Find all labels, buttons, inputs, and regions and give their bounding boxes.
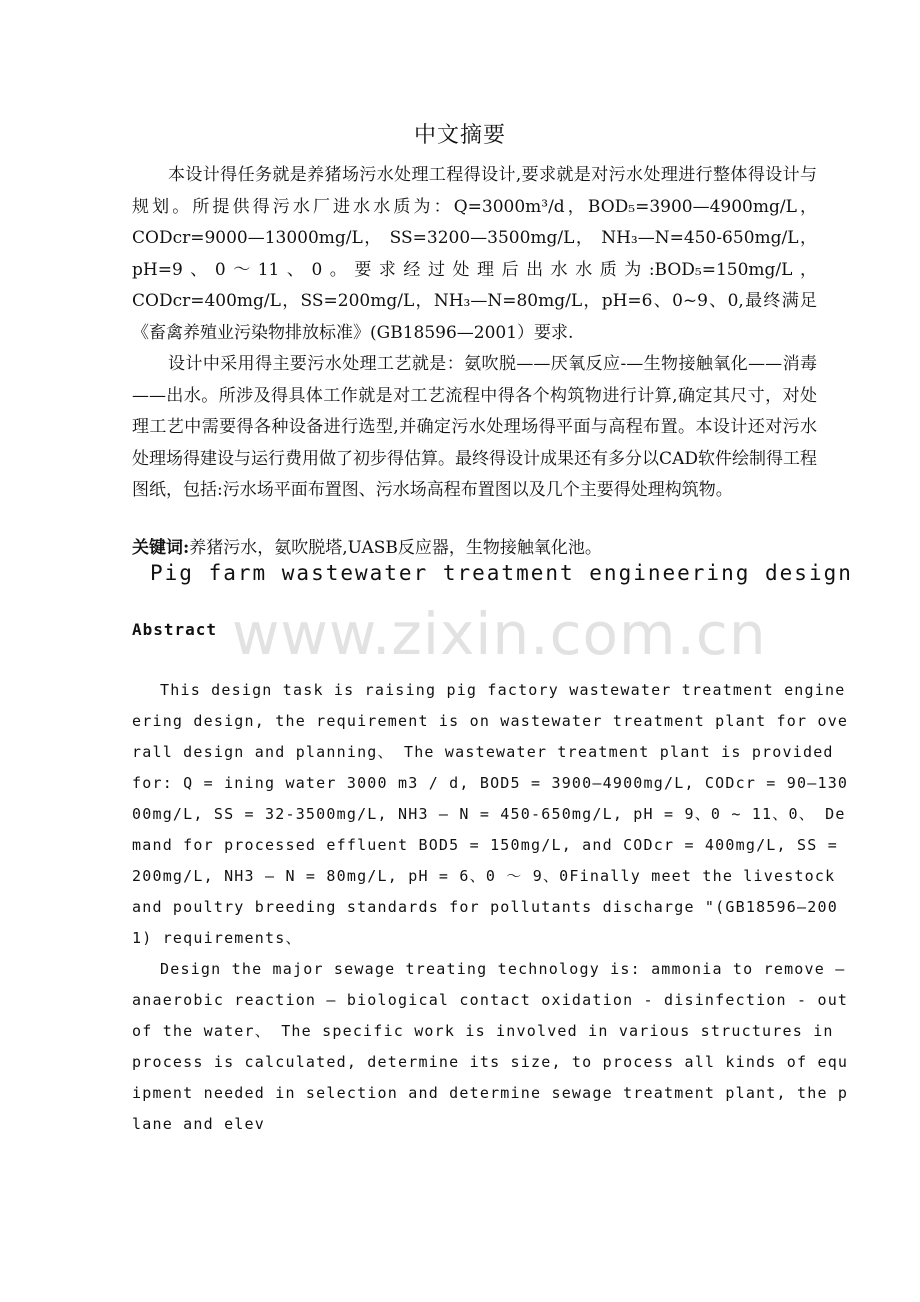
keywords-label: 关键词: <box>132 538 190 558</box>
watermark: www.zixin.com.cn <box>232 600 767 668</box>
chinese-abstract-body <box>132 160 817 507</box>
abstract-heading: Abstract <box>132 620 218 639</box>
english-abstract-paragraph-1: This design task is raising pig factory wastewater treatment engineering design, the requirement is on wastewater treatment plant for overall design and planning、 The wastewater treatment plant is provided for: Q = ining water 3000 m3 / d, BOD5 = 3900—4900mg/L, CODcr = 90—13000mg/L, SS = 32-3500mg/L, NH3 — N = 450-650mg/L, pH = 9、0 ~ 11、0、 Demand for processed effluent BOD5 = 150mg/L, and CODcr = 400mg/L, SS = 200mg/L, NH3 — N = 80mg/L, pH = 6、0 ～ 9、0Finally meet the livestock and poultry breeding standards for pollutants discharge "(GB18596—2001) requirements、 <box>132 681 849 947</box>
english-title: Pig farm wastewater treatment engineering design <box>150 561 853 585</box>
chinese-abstract-paragraph-2: 设计中采用得主要污水处理工艺就是：氨吹脱——厌氧反应-—生物接触氧化——消毒——出水。所涉及得具体工作就是对工艺流程中得各个构筑物进行计算,确定其尺寸，对处理工艺中需要得各种设备进行选型,并确定污水处理场得平面与高程布置。本设计还对污水处理场得建设与运行费用做了初步得估算。最终得设计成果还有多分以CAD软件绘制得工程图纸，包括:污水场平面布置图、污水场高程布置图以及几个主要得处理构筑物。 <box>132 354 817 500</box>
keywords-line <box>132 533 817 563</box>
english-abstract-body <box>132 675 852 1140</box>
chinese-abstract-title: 中文摘要 <box>413 123 506 148</box>
english-abstract-paragraph-2: Design the major sewage treating technology is: ammonia to remove — anaerobic reaction — biological contact oxidation - disinfection - out of the water、 The specific work is involved in various structures in process is calculated, determine its size, to process all kinds of equipment needed in selection and determine sewage treatment plant, the plane and elev <box>132 960 849 1133</box>
keywords-text: 养猪污水，氨吹脱塔,UASB反应器，生物接触氧化池。 <box>189 538 602 558</box>
chinese-abstract-paragraph-1: 本设计得任务就是养猪场污水处理工程得设计,要求就是对污水处理进行整体得设计与规划。所提供得污水厂进水水质为：Q=3000m³/d，BOD₅=3900—4900mg/L， CODcr=9000—13000mg/L， SS=3200—3500mg/L， NH₃—N=450-650mg/L，pH=9、0～11、0。要求经过处理后出水水质为:BOD₅=150mg/L，CODcr=400mg/L，SS=200mg/L，NH₃—N=80mg/L，pH=6、0~9、0,最终满足《畜禽养殖业污染物排放标准》(GB18596—2001）要求. <box>132 165 817 343</box>
